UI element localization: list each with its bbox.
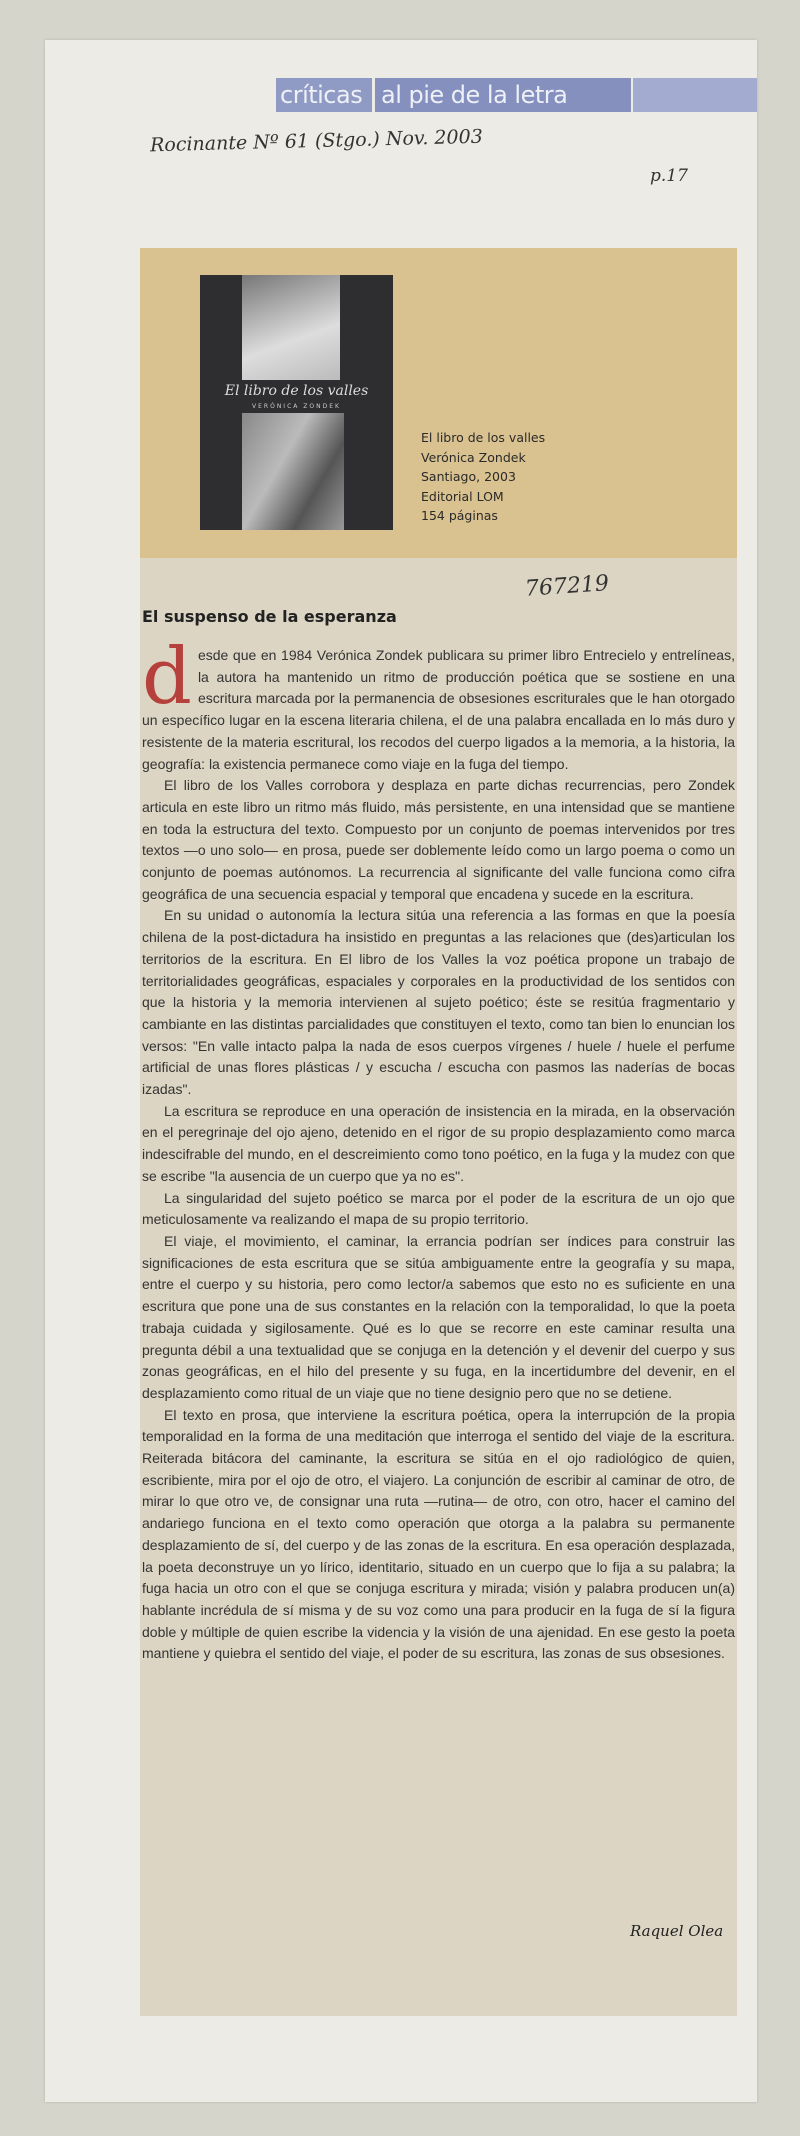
handwritten-source-note: Rocinante Nº 61 (Stgo.) Nov. 2003 [149, 125, 484, 157]
cover-photo-bottom [242, 413, 344, 530]
book-cover-image [200, 275, 393, 530]
book-author: Verónica Zondek [421, 449, 526, 465]
handwritten-catalog-number: 767219 [524, 571, 610, 602]
cover-author: VERÓNICA ZONDEK [252, 403, 341, 410]
book-title: El libro de los valles [421, 430, 546, 445]
paragraph-text: esde que en 1984 Verónica Zondek publicara su primer libro Entrecielo y entrelíneas, la autora ha mantenido un ritmo de producción poética que se sostiene en una escritura marcada por la permanencia de obsesiones escriturales que le han otorgado un específico lugar en la escena literaria chilena, el de una palabra encallada en lo más duro y resistente de la materia escritural, los recodos del cuerpo ligados a la memoria, a la historia, la geografía: la existencia permanece como viaje en la fuga del tiempo. [142, 647, 735, 772]
cover-photo-top [242, 275, 340, 380]
book-details [421, 428, 545, 526]
paragraph [142, 632, 735, 775]
paragraph: La singularidad del sujeto poético se marca por el poder de la escritura de un ojo que meticulosamente va realizando el mapa de su propio territorio. [142, 1189, 735, 1228]
book-publisher: Editorial LOM [421, 488, 504, 504]
drop-cap: d [142, 632, 192, 722]
paragraph: El libro de los Valles corrobora y desplaza en parte dichas recurrencias, pero Zondek articula en este libro un ritmo más fluido, más persistente, en una intensidad que se mantiene en toda la estructura del texto. Compuesto por un conjunto de poemas intervenidos por tres textos —o uno solo— en prosa, puede ser doblemente leído como un largo poema o como un conjunto de poemas autónomos. La recurrencia al significante del valle funciona como cifra geográfica de una secuencia espacial y temporal que encadena y sucede en la escritura. [142, 777, 735, 902]
paragraph: El texto en prosa, que interviene la escritura poética, opera la interrupción de la propia temporalidad en la forma de una meditación que interroga el sentido del viaje de la escritura. Reiterada bitácora del caminante, la escritura se sitúa en el ojo radiológico de quien, escribiente, mira por el ojo de otro, el viajero. La conjunción de escribir al caminar de otro, de mirar lo que otro ve, de consignar una ruta —rutina— de otro, con otro, hacer el camino del andariego funciona en el texto como operación que otorga a la palabra su permanente desplazamiento de sí, del cuerpo y de las zonas de la escritura. En esa operación desplazada, la poeta deconstruye un yo lírico, identitario, situado en un cuerpo que lo fija a su palabra; la fuga hacia un otro con el que se conjuga escritura y mirada; visión y palabra producen un(a) hablante incrédula de sí misma y de su voz como una para producir en la fuga de sí la figura doble y múltiple de quien escribe la videncia y la visión de una ajenidad. En ese gesto la poeta mantiene y quiebra el sentido del viaje, el poder de su escritura, las zonas de sus obsesiones. [142, 1406, 735, 1662]
author-signature: Raquel Olea [630, 1922, 724, 1940]
article-title: El suspenso de la esperanza [142, 607, 397, 626]
cover-title: El libro de los valles [224, 383, 369, 399]
book-place-year: Santiago, 2003 [421, 469, 516, 484]
column-label: al pie de la letra [375, 78, 631, 112]
section-label: críticas [276, 78, 372, 112]
paragraph: La escritura se reproduce en una operación de insistencia en la mirada, en la observación en el peregrinaje del ojo ajeno, detenido en el rigor de su propio desplazamiento como marca indescifrable del mundo, en el descreimiento como tono poético, en la fuga y la mudez con que se escribe "la ausencia de un cuerpo que ya no es". [142, 1102, 735, 1184]
book-pages: 154 páginas [421, 508, 498, 523]
article-body [142, 632, 735, 1665]
header-bar-end [633, 78, 757, 112]
paragraph: El viaje, el movimiento, el caminar, la errancia podrían ser índices para construir las significaciones de esta escritura que se sitúa ambiguamente entre la geografía y su mapa, entre el cuerpo y su historia, pero como lector/a sabemos que esto no es suficiente en una escritura que pone una de sus constantes en la relación con la temporalidad, lo que la poeta trabaja cuidada y sigilosamente. Qué es lo que se recorre en este caminar resulta una pregunta débil a una textualidad que se conjuga en la detención y el devenir del cuerpo y sus zonas geográficas, en el hilo del presente y su fuga, en la incertidumbre del devenir, en el desplazamiento como ritual de un viaje que no tiene designio pero que no se detiene. [142, 1232, 735, 1401]
handwritten-page-note: p.17 [650, 166, 688, 186]
paragraph: En su unidad o autonomía la lectura sitúa una referencia a las formas en que la poesía chilena de la post-dictadura ha insistido en preguntas a las relaciones que (des)articulan los territorios de la escritura. En El libro de los Valles la voz poética propone un trabajo de territorialidades geográficas, espaciales y corporales en la productividad de los sentidos con que la historia y la memoria intervienen al sujeto poético; éste se resitúa fragmentario y cambiante en las distintas parcialidades que constituyen el texto, como tan bien lo enuncian los versos: "En valle intacto palpa la nada de esos cuerpos vírgenes / huele / huele el perfume artificial de unas flores plásticas / y escucha / escucha con pasmos las naderías de bocas izadas". [142, 907, 735, 1098]
